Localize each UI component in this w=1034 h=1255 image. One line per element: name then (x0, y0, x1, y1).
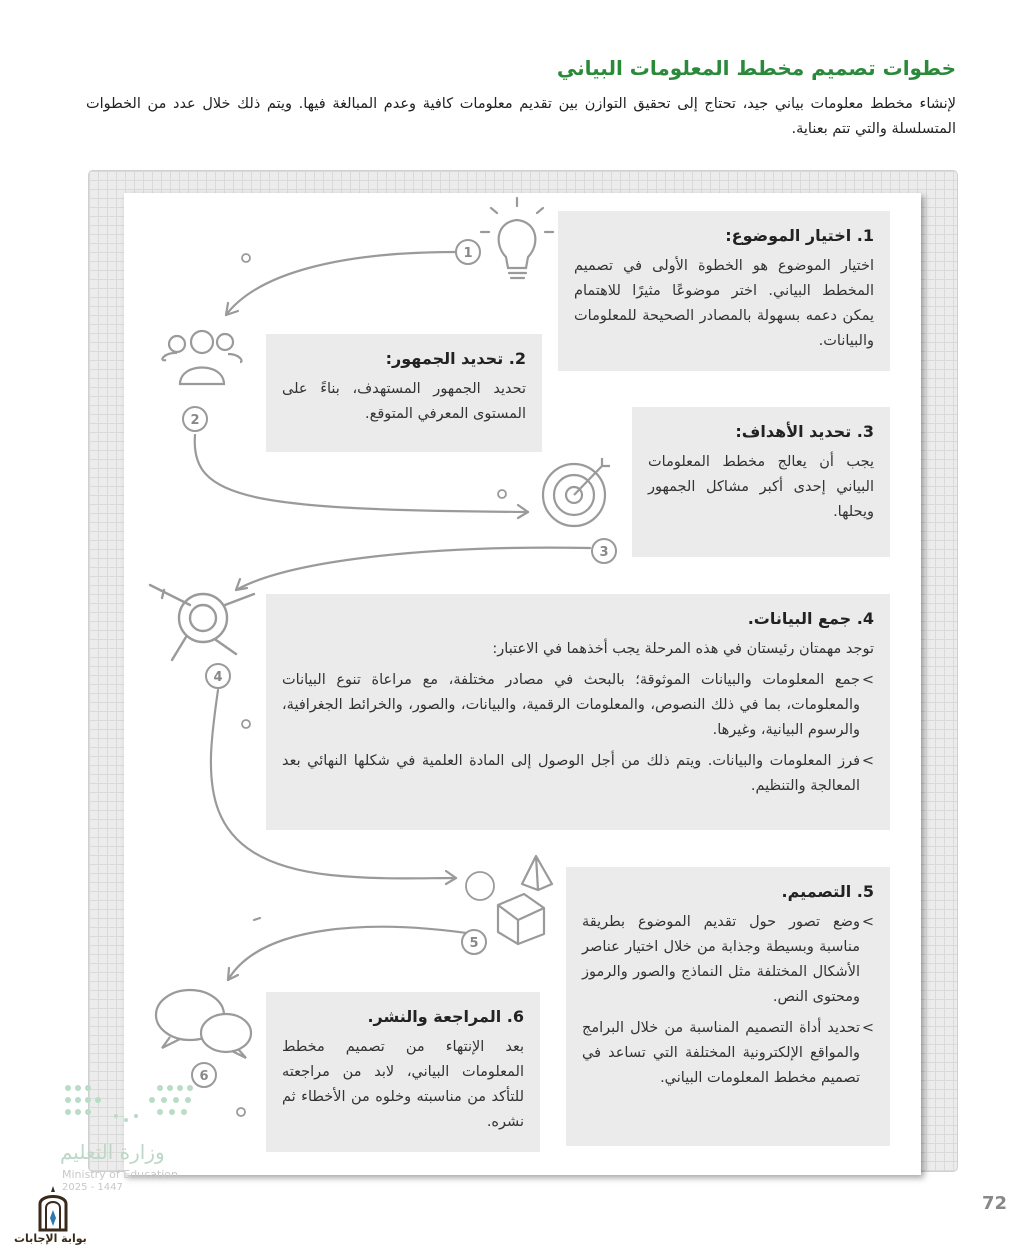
svg-text:1: 1 (463, 246, 473, 261)
ministry-name-arabic: وزارة التعليم (60, 1140, 165, 1164)
step-number-1 (456, 240, 480, 264)
step-card-6 (266, 992, 540, 1152)
step-bullet: > فرز المعلومات والبيانات. ويتم ذلك من أجل الوصول إلى المادة العلمية في شكلها النهائي بعد المعالجة والتنظيم. (282, 749, 874, 799)
svg-text:6: 6 (199, 1069, 209, 1084)
svg-text:2: 2 (190, 413, 200, 428)
step-text: يجب أن يعالج مخطط المعلومات البياني إحدى أكبر مشاكل الجمهور ويحلها. (648, 454, 874, 520)
step-card-5 (566, 867, 890, 1146)
ministry-name-english: Ministry of Education (62, 1168, 179, 1181)
step-card-1 (558, 211, 890, 371)
portal-label: بوابة الإجابات (14, 1232, 87, 1245)
page-number: 72 (982, 1193, 1008, 1214)
step-heading: 2. تحديد الجمهور: (385, 349, 526, 368)
step-text: توجد مهمتان رئيستان في هذه المرحلة يجب أخذهما في الاعتبار: (492, 641, 874, 657)
step-heading: 1. اختيار الموضوع: (725, 226, 874, 245)
flow-path-5 (228, 927, 480, 980)
ministry-year: 2025 - 1447 (62, 1182, 123, 1193)
step-card-2 (266, 334, 542, 452)
step-text: تحديد الجمهور المستهدف، بناءً على المستوى المعرفي المتوقع. (282, 381, 526, 422)
step-text: اختيار الموضوع هو الخطوة الأولى في تصميم المخطط البياني. اختر موضوعًا مثيرًا للاهتمام يمكن دعمه بسهولة بالمصادر الصحيحة للمعلومات والبيانات. (574, 258, 874, 349)
flow-path-3 (236, 548, 590, 590)
svg-text:3: 3 (599, 545, 609, 560)
step-heading: 4. جمع البيانات. (747, 609, 874, 628)
step-number-5 (462, 930, 486, 954)
step-card-4 (266, 594, 890, 830)
ministry-logo-icon (60, 1080, 210, 1130)
step-card-3 (632, 407, 890, 557)
lightbulb-icon (481, 198, 553, 278)
step-bullet: > جمع المعلومات والبيانات الموثوقة؛ بالبحث في مصادر مختلفة، مع مراعاة تنوع البيانات والمعلومات، بما في ذلك النصوص، والمعلومات الرقمية، والبيانات، والصور، والخرائط الجغرافية، والرسوم البيانية، وغيرها. (282, 668, 874, 743)
target-icon (543, 458, 610, 526)
intro-paragraph: لإنشاء مخطط معلومات بياني جيد، تحتاج إلى تحقيق التوازن بين تقديم معلومات كافية وعدم المبالغة فيها. ويتم ذلك خلال عدد من الخطوات المتسلسلة والتي تتم بعناية. (86, 96, 956, 137)
step-bullet: > تحديد أداة التصميم المناسبة من خلال البرامج والمواقع الإلكترونية المختلفة التي تساعد في تصميم مخطط المعلومات البياني. (582, 1016, 874, 1091)
step-number-3 (592, 539, 616, 563)
page-title: خطوات تصميم مخطط المعلومات البياني (556, 56, 956, 80)
shapes-icon (498, 856, 552, 944)
step-number-2 (183, 407, 207, 431)
step-heading: 5. التصميم. (781, 882, 874, 901)
svg-text:5: 5 (469, 936, 479, 951)
magnifier-icon (150, 585, 254, 660)
step-bullet: > وضع تصور حول تقديم الموضوع بطريقة مناسبة وبسيطة وجذابة من خلال اختيار عناصر الأشكال المختلفة مثل النماذج والصور والرموز ومحتوى النص. (582, 910, 874, 1010)
people-icon (162, 331, 241, 384)
step-heading: 3. تحديد الأهداف: (735, 422, 874, 441)
speech-bubbles-icon (156, 990, 251, 1058)
step-number-4 (206, 664, 230, 688)
step-text: بعد الإنتهاء من تصميم مخطط المعلومات البياني، لابد من مراجعته للتأكد من مناسبته وخلوه من الأخطاء ثم نشره. (282, 1039, 524, 1130)
svg-text:4: 4 (213, 670, 223, 685)
flow-path-1 (226, 252, 455, 315)
step-heading: 6. المراجعة والنشر. (367, 1007, 524, 1026)
